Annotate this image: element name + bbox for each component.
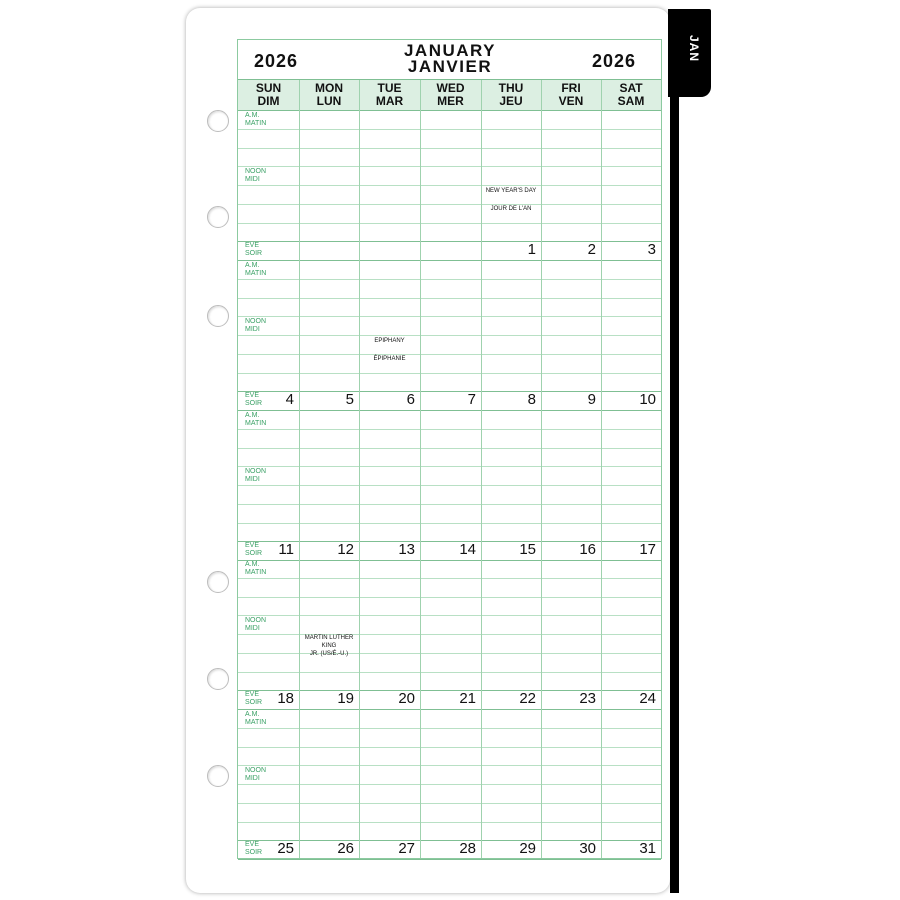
holiday-label-en: NEW YEAR'S DAY	[485, 188, 537, 194]
binder-hole	[207, 305, 229, 327]
weekday-name-fr: JEU	[499, 94, 523, 108]
day-number[interactable]: 2	[587, 241, 596, 258]
slot-label-text: SOIR	[245, 699, 263, 706]
slot-label-text: A.M.	[245, 112, 260, 119]
slot-label-text: MIDI	[245, 476, 260, 483]
slot-label-text: A.M.	[245, 711, 260, 718]
day-number[interactable]: 30	[579, 840, 596, 857]
day-number[interactable]: 8	[527, 391, 536, 408]
calendar-frame	[237, 39, 662, 859]
weekday-name-en: WED	[436, 81, 465, 95]
day-number[interactable]: 7	[467, 391, 476, 408]
slot-label-text: NOON	[245, 318, 266, 325]
slot-label-text: A.M.	[245, 561, 260, 568]
weekday-name-fr: SAM	[617, 94, 645, 108]
slot-label-text: A.M.	[245, 262, 260, 269]
slot-label-text: EVE	[245, 242, 260, 249]
day-number[interactable]: 21	[459, 690, 476, 707]
holiday-label-fr: JR. (US/É.-U.)	[309, 651, 349, 657]
slot-label-text: MATIN	[245, 270, 267, 277]
day-number[interactable]: 17	[639, 541, 656, 558]
year-left: 2026	[254, 51, 299, 71]
slot-label-text: MIDI	[245, 326, 260, 333]
day-number[interactable]: 22	[519, 690, 536, 707]
slot-label-text: EVE	[245, 841, 260, 848]
day-number[interactable]: 11	[278, 541, 294, 558]
holiday-label-fr: JOUR DE L'AN	[490, 206, 532, 212]
day-number[interactable]: 28	[459, 840, 476, 857]
row-line	[238, 859, 661, 860]
weekday-name-fr: LUN	[316, 94, 342, 108]
weekday-name-en: SUN	[255, 81, 282, 95]
day-number[interactable]: 9	[587, 391, 596, 408]
slot-label-text: NOON	[245, 617, 266, 624]
month-title-fr: JANVIER	[407, 57, 493, 76]
binder-hole	[207, 571, 229, 593]
day-number[interactable]: 10	[639, 391, 656, 408]
tab-divider-strip	[670, 9, 679, 893]
slot-label-text: NOON	[245, 767, 266, 774]
slot-label-text: EVE	[245, 691, 260, 698]
slot-label-text: MATIN	[245, 120, 267, 127]
slot-label-text: EVE	[245, 542, 260, 549]
weekday-name-fr: MAR	[375, 94, 404, 108]
slot-label-text: MATIN	[245, 420, 267, 427]
day-number[interactable]: 3	[647, 241, 656, 258]
slot-label-text: MATIN	[245, 569, 267, 576]
weekday-name-en: THU	[498, 81, 524, 95]
day-number[interactable]: 19	[337, 690, 354, 707]
day-number[interactable]: 18	[277, 690, 294, 707]
slot-label-text: MIDI	[245, 625, 260, 632]
slot-label-text: MATIN	[245, 719, 267, 726]
slot-label-text: SOIR	[245, 849, 263, 856]
slot-label-text: SOIR	[245, 550, 263, 557]
slot-label-text: NOON	[245, 468, 266, 475]
month-tab-label: JAN	[687, 35, 701, 63]
day-number[interactable]: 20	[398, 690, 415, 707]
day-number[interactable]: 6	[406, 391, 415, 408]
day-number[interactable]: 12	[337, 541, 354, 558]
day-number[interactable]: 25	[277, 840, 294, 857]
day-number[interactable]: 24	[639, 690, 656, 707]
day-number[interactable]: 13	[398, 541, 415, 558]
day-number[interactable]: 16	[579, 541, 596, 558]
binder-hole	[207, 765, 229, 787]
day-number[interactable]: 27	[398, 840, 415, 857]
binder-hole	[207, 206, 229, 228]
slot-label-text: SOIR	[245, 250, 263, 257]
weekday-name-fr: DIM	[257, 94, 280, 108]
day-number[interactable]: 1	[527, 241, 536, 258]
day-number[interactable]: 5	[345, 391, 354, 408]
weekday-name-en: SAT	[619, 81, 643, 95]
slot-label-text: SOIR	[245, 400, 263, 407]
slot-label-text: MIDI	[245, 775, 260, 782]
day-number[interactable]: 29	[519, 840, 536, 857]
day-number[interactable]: 23	[579, 690, 596, 707]
year-right: 2026	[592, 51, 637, 71]
day-number[interactable]: 4	[285, 391, 294, 408]
holiday-label-en: MARTIN LUTHER KING	[304, 635, 354, 649]
month-title-en: JANUARY	[403, 41, 497, 60]
binder-hole	[207, 668, 229, 690]
slot-label-text: EVE	[245, 392, 260, 399]
weekday-name-en: FRI	[561, 81, 581, 95]
day-number[interactable]: 31	[639, 840, 656, 857]
slot-label-text: MIDI	[245, 176, 260, 183]
weekday-name-en: MON	[315, 81, 343, 95]
holiday-label-en: EPIPHANY	[374, 338, 405, 344]
slot-label-text: A.M.	[245, 412, 260, 419]
day-number[interactable]: 14	[459, 541, 476, 558]
holiday-label-fr: ÉPIPHANIE	[373, 356, 406, 362]
day-number[interactable]: 15	[519, 541, 536, 558]
slot-label-text: NOON	[245, 168, 266, 175]
binder-hole	[207, 110, 229, 132]
weekday-name-fr: MER	[437, 94, 464, 108]
weekday-name-fr: VEN	[558, 94, 584, 108]
day-number[interactable]: 26	[337, 840, 354, 857]
weekday-name-en: TUE	[377, 81, 402, 95]
